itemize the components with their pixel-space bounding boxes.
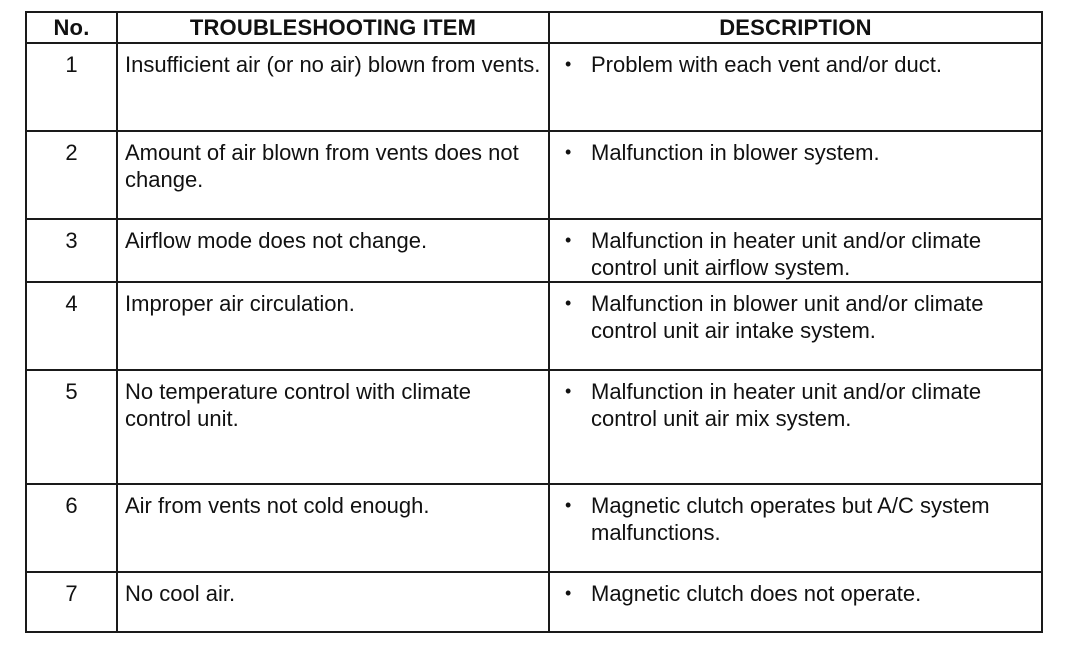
table-row bbox=[26, 484, 1042, 572]
description-text: Malfunction in heater unit and/or climate control unit air mix system. bbox=[591, 379, 982, 431]
description-text: Problem with each vent and/or duct. bbox=[591, 52, 942, 77]
description-cell bbox=[549, 131, 1042, 219]
troubleshooting-item: No temperature control with climate control unit. bbox=[117, 370, 549, 484]
header-troubleshooting-item: TROUBLESHOOTING ITEM bbox=[117, 12, 549, 43]
troubleshooting-item: Airflow mode does not change. bbox=[117, 219, 549, 282]
troubleshooting-item: Insufficient air (or no air) blown from vents. bbox=[117, 43, 549, 131]
bullet-icon: • bbox=[565, 230, 572, 250]
description-text: Magnetic clutch operates but A/C system malfunctions. bbox=[591, 493, 990, 545]
description-text: Malfunction in heater unit and/or climate control unit airflow system. bbox=[591, 228, 982, 280]
table-row bbox=[26, 219, 1042, 282]
header-no: No. bbox=[26, 12, 117, 43]
description-text: Malfunction in blower system. bbox=[591, 140, 880, 165]
description-text: Malfunction in blower unit and/or climate control unit air intake system. bbox=[591, 291, 984, 343]
troubleshooting-item: Air from vents not cold enough. bbox=[117, 484, 549, 572]
table-row bbox=[26, 370, 1042, 484]
row-number: 6 bbox=[26, 484, 117, 572]
row-number: 7 bbox=[26, 572, 117, 632]
table-row bbox=[26, 43, 1042, 131]
description-text: Magnetic clutch does not operate. bbox=[591, 581, 922, 606]
description-cell bbox=[549, 219, 1042, 282]
bullet-icon: • bbox=[565, 54, 572, 74]
description-cell bbox=[549, 370, 1042, 484]
bullet-icon: • bbox=[565, 495, 572, 515]
row-number: 1 bbox=[26, 43, 117, 131]
troubleshooting-table bbox=[25, 11, 1043, 633]
table-row bbox=[26, 131, 1042, 219]
row-number: 4 bbox=[26, 282, 117, 370]
description-cell bbox=[549, 282, 1042, 370]
header-description: DESCRIPTION bbox=[549, 12, 1042, 43]
description-cell bbox=[549, 43, 1042, 131]
troubleshooting-item: No cool air. bbox=[117, 572, 549, 632]
row-number: 2 bbox=[26, 131, 117, 219]
troubleshooting-item: Improper air circulation. bbox=[117, 282, 549, 370]
table-row bbox=[26, 282, 1042, 370]
bullet-icon: • bbox=[565, 381, 572, 401]
description-cell bbox=[549, 484, 1042, 572]
bullet-icon: • bbox=[565, 142, 572, 162]
table-row bbox=[26, 572, 1042, 632]
header-row bbox=[26, 12, 1042, 43]
description-cell bbox=[549, 572, 1042, 632]
row-number: 5 bbox=[26, 370, 117, 484]
bullet-icon: • bbox=[565, 583, 572, 603]
bullet-icon: • bbox=[565, 293, 572, 313]
troubleshooting-item: Amount of air blown from vents does not change. bbox=[117, 131, 549, 219]
row-number: 3 bbox=[26, 219, 117, 282]
